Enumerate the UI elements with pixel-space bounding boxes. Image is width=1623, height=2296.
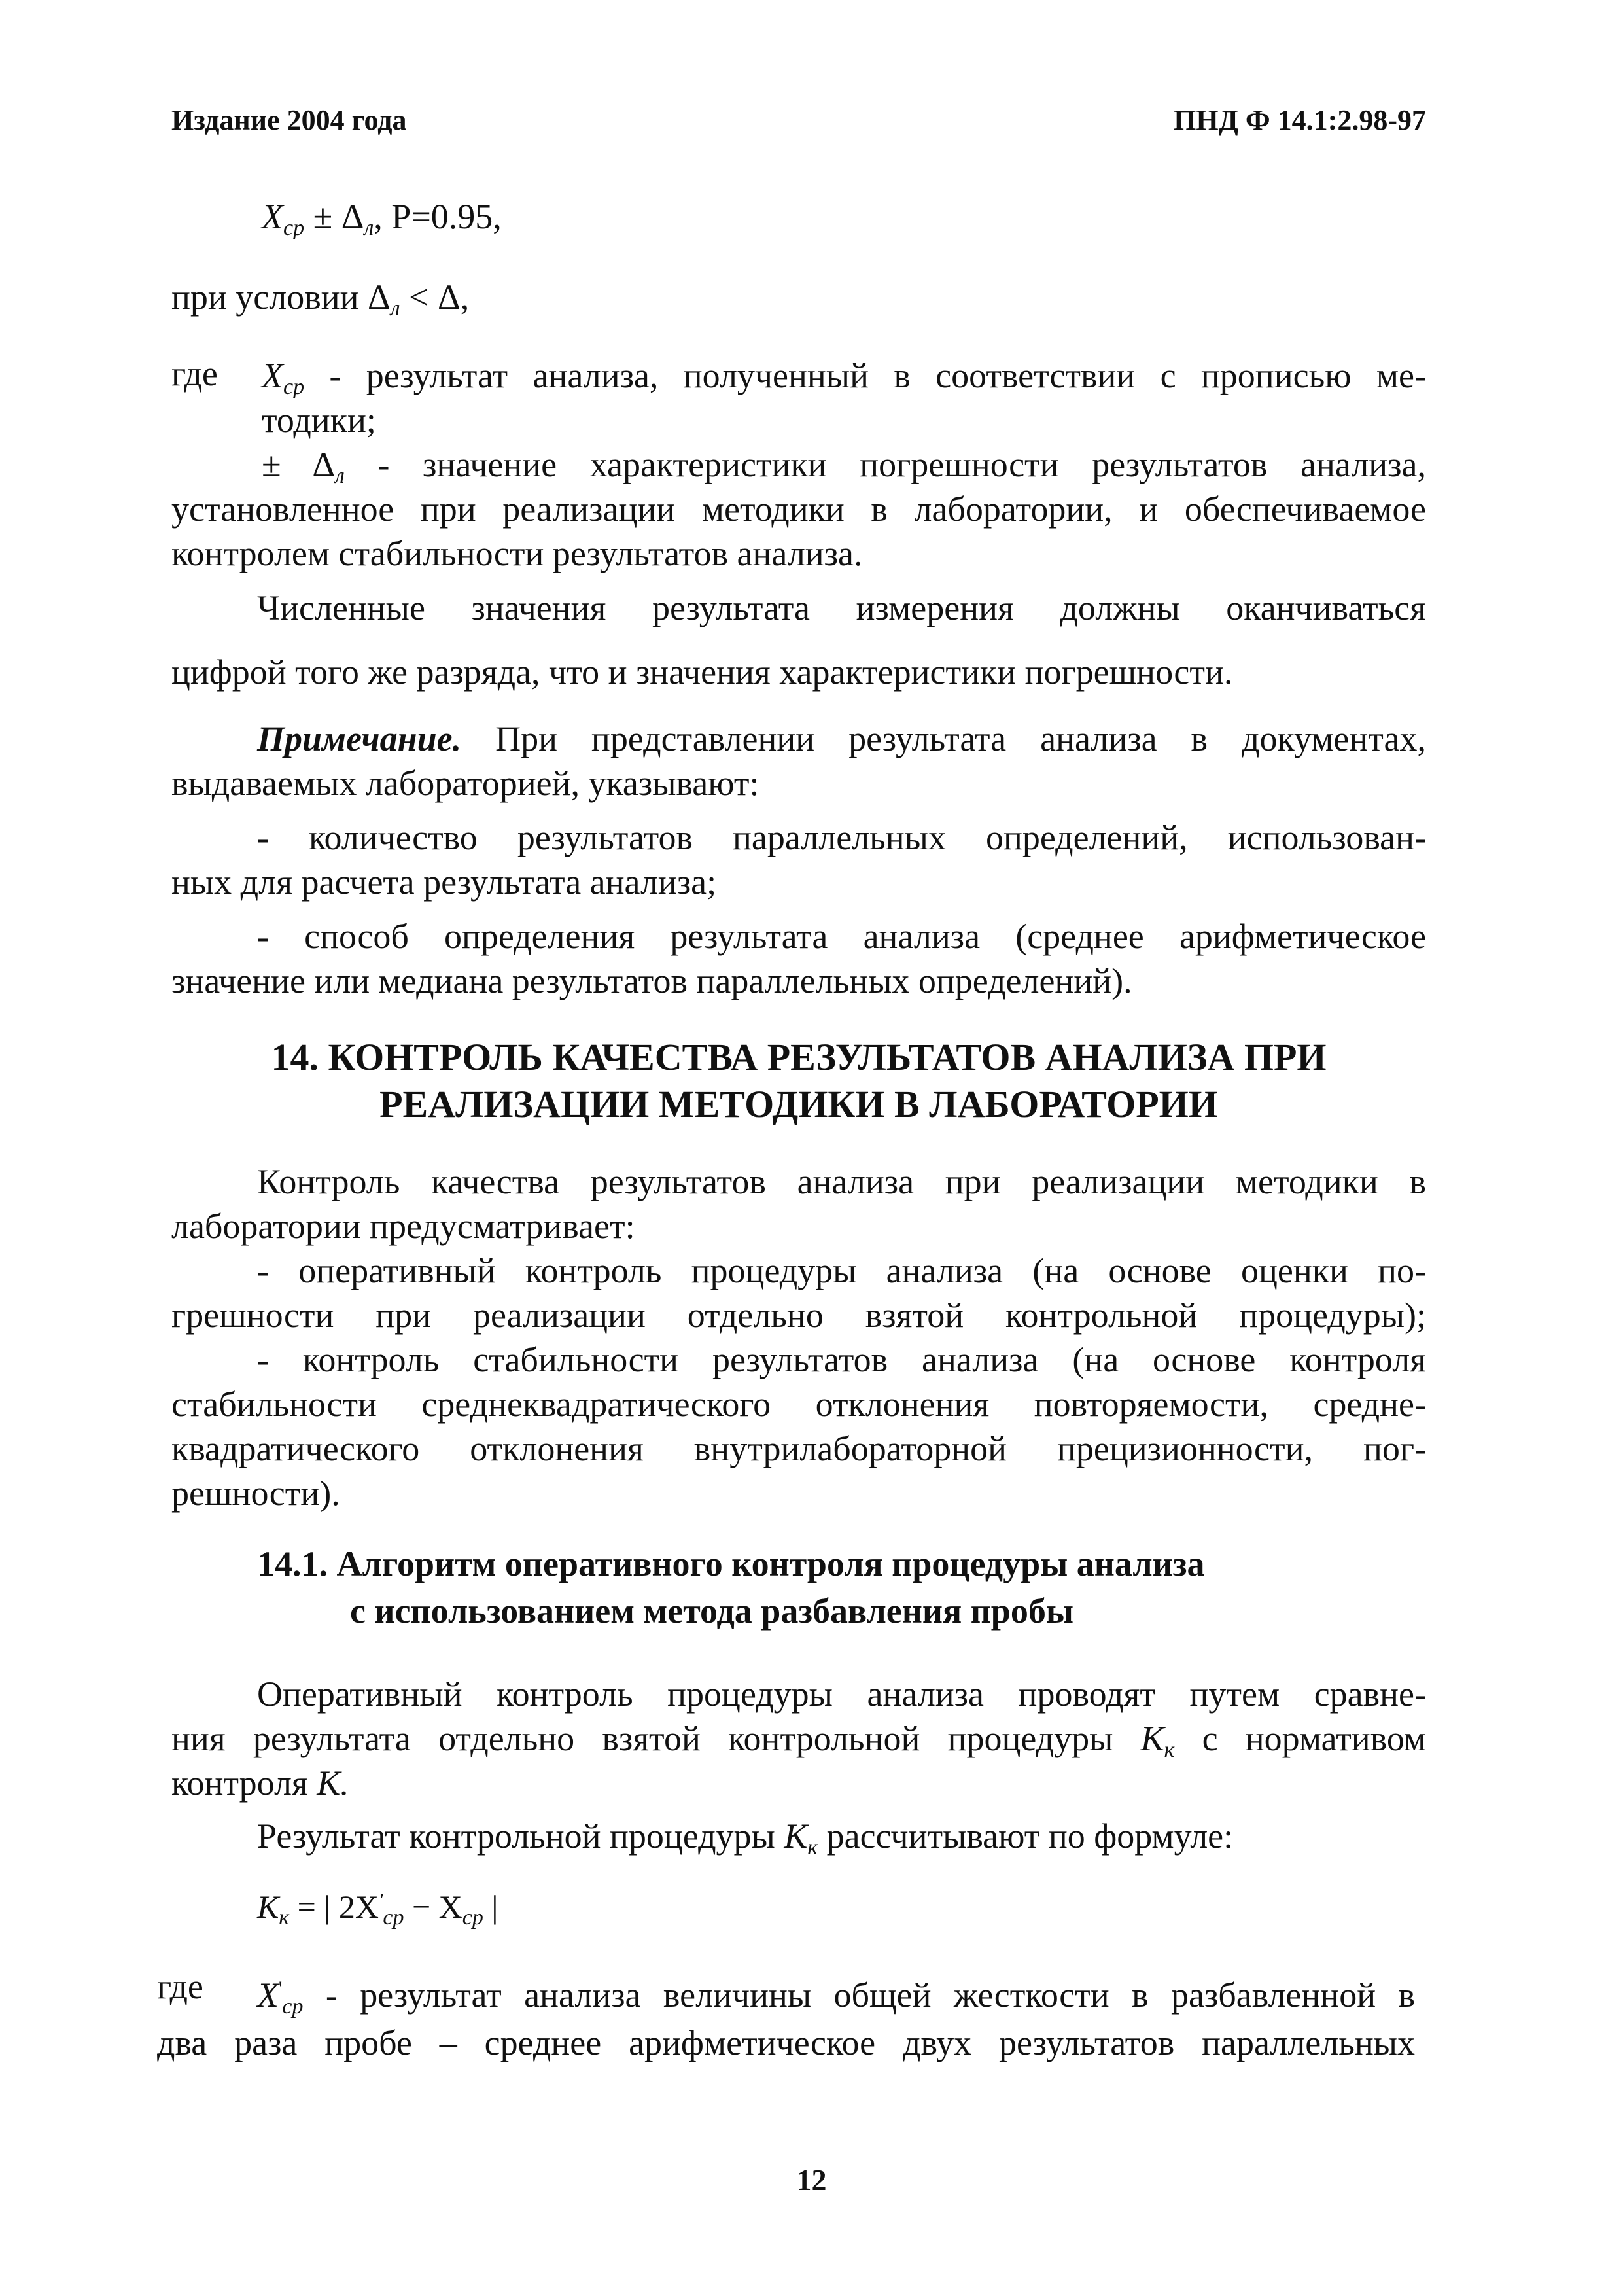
document-code: ПНД Ф 14.1:2.98-97 — [1174, 104, 1426, 136]
definition-delta-cont1: установленное при реализации методики в лаборатории, и обеспечиваемое — [171, 489, 1426, 529]
definition-delta-cont2: контролем стабильности результатов анализа. — [171, 534, 863, 573]
definition-delta: ± $\Delta_л$ - значение характеристики погрешности результатов анализа, — [262, 445, 1426, 488]
section-14-p3-line4: решности). — [171, 1474, 340, 1513]
definition-xcp-prime-cont: два раза пробе – среднее арифметическое двух результатов параллельных — [157, 2023, 1415, 2062]
section-14-1-p1-line1: Оперативный контроль процедуры анализа проводят путем сравне- — [257, 1674, 1426, 1714]
definition-xcp-cont: тодики; — [262, 400, 376, 440]
definition-xcp-prime: $X'_{ср}$ - результат анализа величины общей жесткости в разбавленной в — [257, 1975, 1415, 2019]
section-14-title-line2: РЕАЛИЗАЦИИ МЕТОДИКИ В ЛАБОРАТОРИИ — [379, 1083, 1218, 1125]
note-item2-line2: значение или медиана результатов параллельных определений). — [171, 961, 1132, 1000]
note-item1-line2: ных для расчета результата анализа; — [171, 862, 717, 902]
note-item2-line1: - способ определения результата анализа (среднее арифметическое — [257, 917, 1426, 956]
numeric-values-line2: цифрой того же разряда, что и значения характеристики погрешности. — [171, 652, 1233, 692]
section-14-1-p1-line3: контроля К. — [171, 1763, 349, 1803]
section-14-p3-line1: - контроль стабильности результатов анализа (на основе контроля — [257, 1340, 1426, 1379]
section-14-p1-line1: Контроль качества результатов анализа при реализации методики в — [257, 1162, 1426, 1201]
section-14-1-title-line1: 14.1. Алгоритм оперативного контроля процедуры анализа — [257, 1544, 1205, 1583]
note-line1: Примечание. При представлении результата анализа в документах, — [257, 719, 1426, 758]
note-line2: выдаваемых лабораторией, указывают: — [171, 764, 759, 803]
definition-xcp: $X_{ср}$ - результат анализа, полученный в соответствии с прописью ме- — [262, 356, 1426, 399]
numeric-values-line1: Численные значения результата измерения должны оканчиваться — [257, 588, 1426, 627]
condition-line: при условии $\Delta_л < \Delta$, — [171, 277, 470, 321]
where-label: где — [171, 354, 218, 393]
section-14-1-p2: Результат контрольной процедуры $К_к$ рассчитывают по формуле: — [257, 1816, 1234, 1860]
section-14-1-title-line2: с использованием метода разбавления пробы — [350, 1591, 1073, 1631]
result-formula: $X_{ср} \pm \Delta_л$, P=0.95, — [262, 197, 502, 240]
section-14-p3-line2: стабильности среднеквадратического отклонения повторяемости, средне- — [171, 1385, 1426, 1424]
section-14-1-p1-line2: ния результата отдельно взятой контрольной процедуры $К_к$ с нормативом — [171, 1719, 1426, 1762]
edition-header: Издание 2004 года — [171, 104, 407, 136]
section-14-p3-line3: квадратического отклонения внутрилабораторной прецизионности, пог- — [171, 1429, 1426, 1468]
where-label-2: где — [157, 1967, 203, 2006]
section-14-p1-line2: лаборатории предусматривает: — [171, 1207, 635, 1246]
control-formula: $К_к$ = | $2X'_{ср} - X_{ср}$ | — [257, 1888, 498, 1930]
note-item1-line1: - количество результатов параллельных определений, использован- — [257, 818, 1426, 857]
section-14-p2-line2: грешности при реализации отдельно взятой контрольной процедуры); — [171, 1296, 1426, 1335]
section-14-title-line1: 14. КОНТРОЛЬ КАЧЕСТВА РЕЗУЛЬТАТОВ АНАЛИЗА ПРИ — [271, 1036, 1327, 1078]
page-number: 12 — [796, 2163, 827, 2197]
section-14-p2-line1: - оперативный контроль процедуры анализа (на основе оценки по- — [257, 1251, 1426, 1290]
